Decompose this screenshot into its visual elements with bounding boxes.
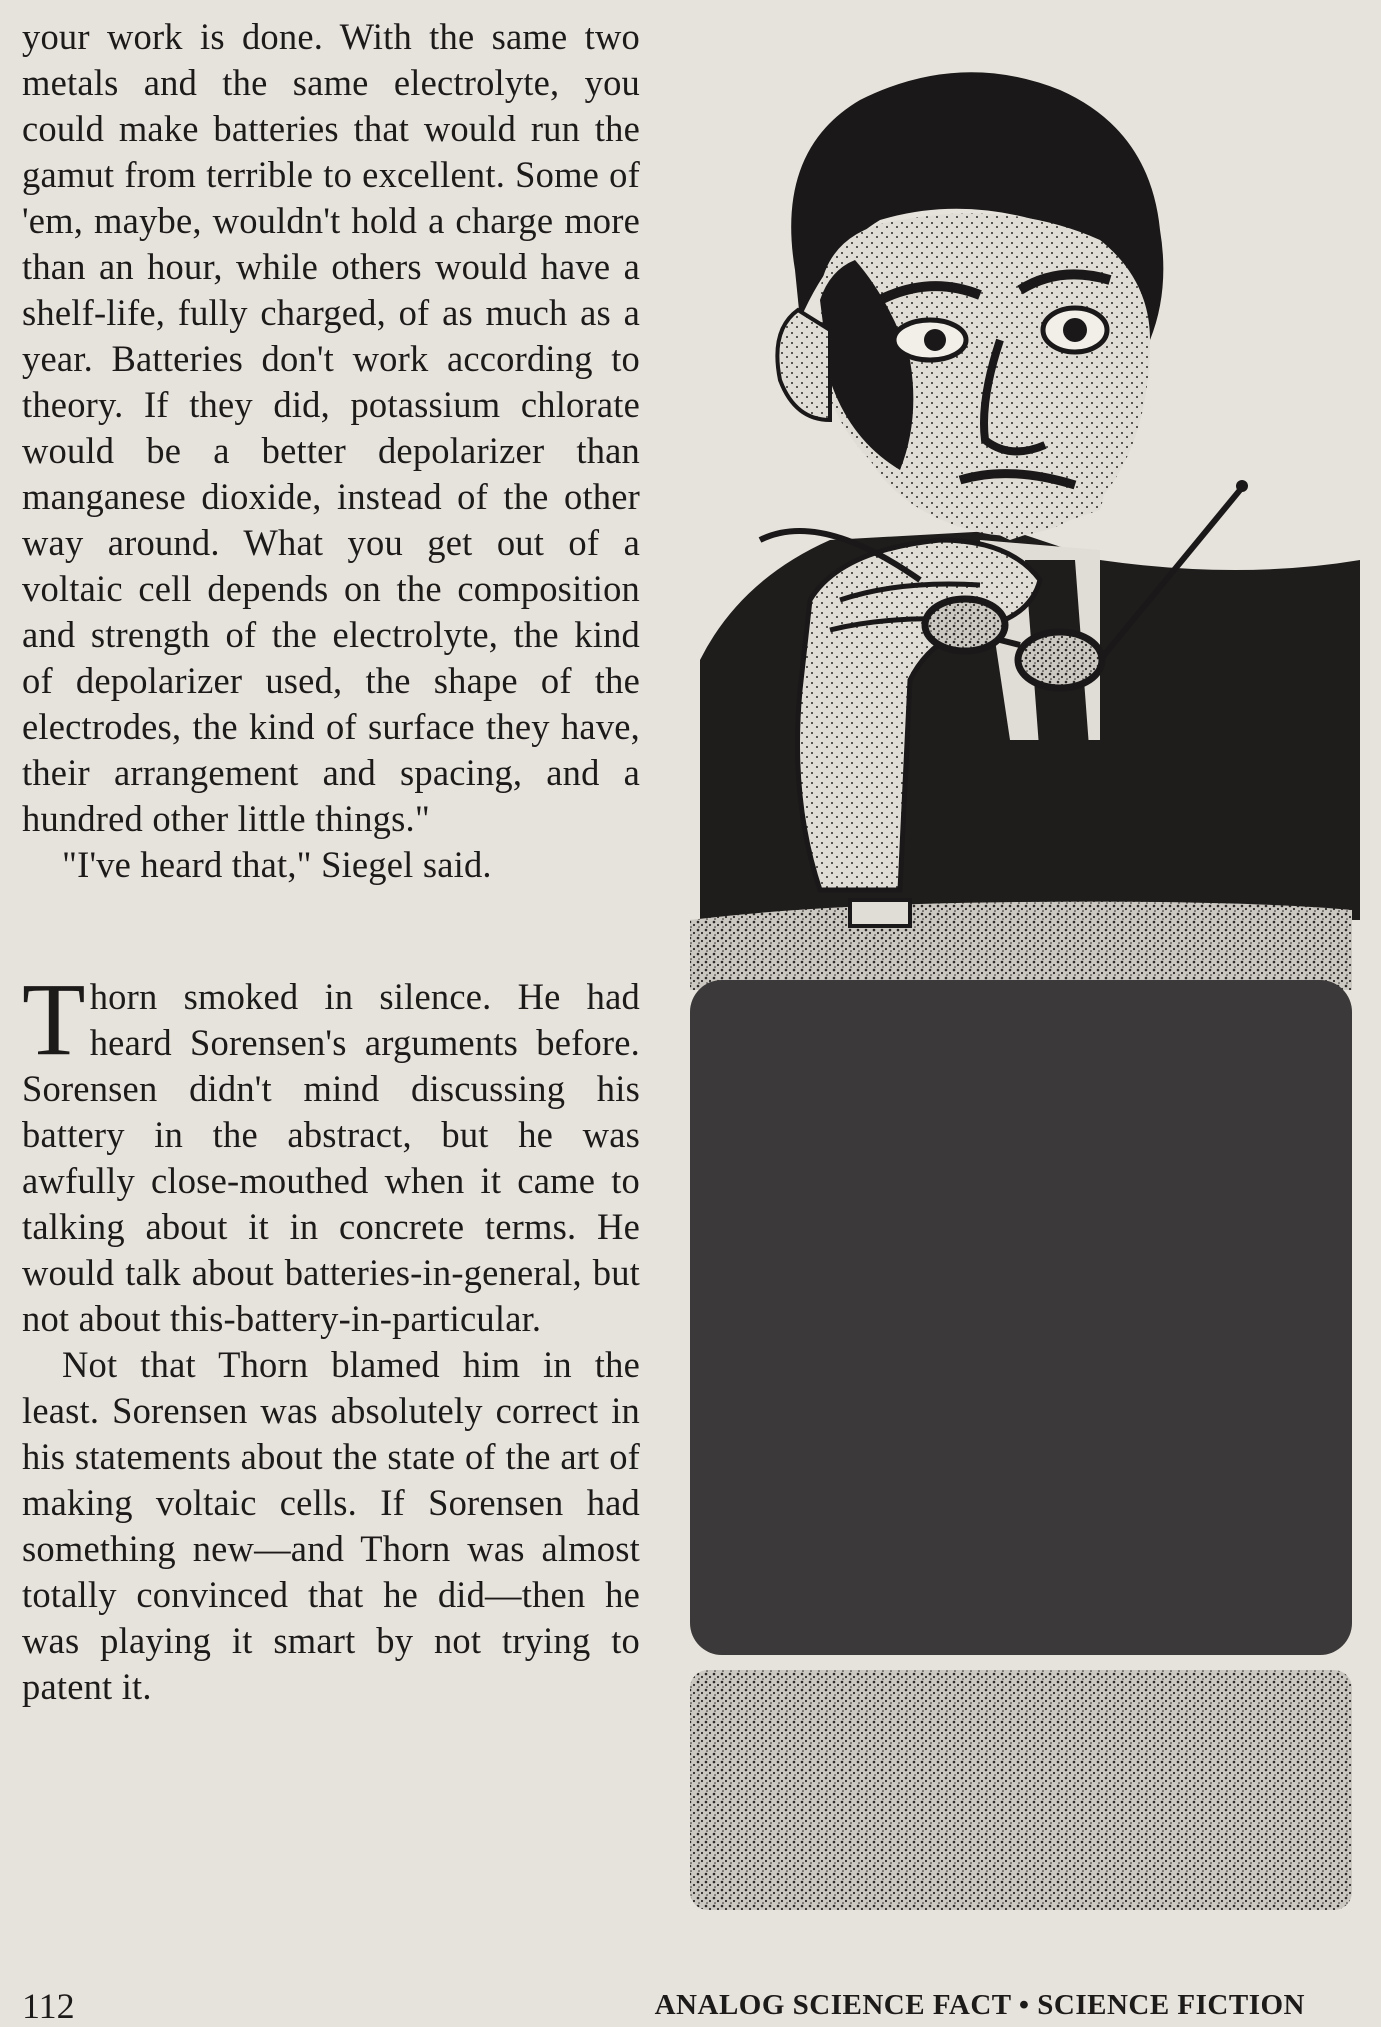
- head: [777, 72, 1163, 535]
- article-paragraph: [22, 962, 640, 1342]
- page-footer: [0, 1985, 1381, 2025]
- article-paragraph: "I've heard that," Siegel said.: [62, 844, 492, 885]
- article-text-column: [22, 14, 640, 1710]
- section-break: [22, 888, 640, 974]
- article-paragraph: your work is done. With the same two metals and the same electrolyte, you could make batteries that would run the gamut from terrible to excellent. Some of 'em, maybe, wouldn't hold a charge more than an hour, while others would have a shelf-life, fully charged, of as much as a year. Batteries don't work according to theory. If they did, potassium chlorate would be a better depolarizer than manganese dioxide, instead of the other way around. What you get out of a voltaic cell depends on the composition and strength of the electrolyte, the kind of depolarizer used, the shape of the electrodes, the kind of surface they have, their arrangement and spacing, and a hundred other little things.": [22, 16, 640, 839]
- illustration-man-with-glasses: [680, 40, 1362, 1920]
- article-paragraph: Not that Thorn blamed him in the least. Sorensen was absolutely correct in his statements about the state of the art of making voltaic cells. If Sorensen had something new—and Thorn was almost totally convinced that he did—then he was playing it smart by not trying to patent it.: [22, 1344, 640, 1707]
- running-title: ANALOG SCIENCE FACT • SCIENCE FICTION: [654, 1989, 1305, 2021]
- lid-clip: [850, 900, 910, 926]
- box-lid: [690, 902, 1352, 990]
- ear: [777, 310, 830, 420]
- box-body: [690, 980, 1352, 1655]
- box-base: [690, 1670, 1352, 1910]
- drop-cap: T: [22, 962, 86, 1077]
- paragraph-body: horn smoked in silence. He had heard Sorensen's arguments before. Sorensen didn't mind discussing his battery in the abstract, but he was awfully close-mouthed when it came to talking about it in concrete terms. He would talk about batteries-in-general, but not about this-battery-in-particular.: [22, 976, 640, 1339]
- page-number: 112: [22, 1986, 75, 2026]
